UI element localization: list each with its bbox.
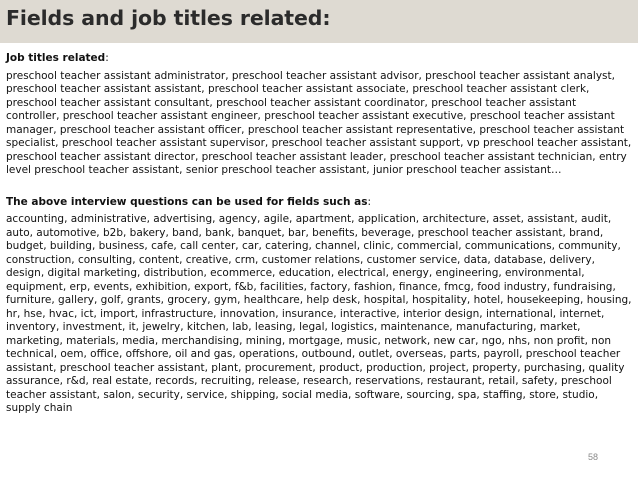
fields-heading-line — [6, 196, 632, 210]
job-titles-colon: : — [105, 52, 109, 64]
page-number: 58 — [588, 452, 599, 462]
fields-text: accounting, administrative, advertising, agency, agile, apartment, application, architecture, asset, assistant, audit, auto, automotive, b2b, bakery, band, bank, banquet, bar, benefits, beverage, preschool teacher assistant, brand, budget, building, business, cafe, call center, car, catering, channel, clinic, commercial, communications, community, construction, consulting, content, creative, crm, customer relations, customer service, data, database, delivery, design, digital marketing, distribution, ecommerce, education, electrical, energy, engineering, environmental, equipment, erp, events, exhibition, export, f&b, facilities, factory, fashion, finance, fmcg, food industry, fundraising, furniture, gallery, golf, grants, grocery, gym, healthcare, help desk, hospital, hospitality, hotel, housekeeping, housing, hr, hse, hvac, ict, import, infrastructure, innovation, insurance, interactive, interior design, international, internet, inventory, investment, it, jewelry, kitchen, lab, leasing, legal, logistics, maintenance, manufacturing, market, marketing, materials, media, merchandising, mining, mortgage, music, network, new car, ngo, nhs, non profit, non technical, oem, office, offshore, oil and gas, operations, outbound, outlet, overseas, parts, payroll, preschool teacher assistant, preschool teacher assistant, plant, procurement, product, production, project, property, purchasing, quality assurance, r&d, real estate, records, recruiting, release, research, reservations, restaurant, retail, safety, preschool teacher assistant, salon, security, service, shipping, social media, software, sourcing, spa, staffing, store, studio, supply chain — [6, 213, 632, 414]
job-titles-text: preschool teacher assistant administrator, preschool teacher assistant advisor, preschool teacher assistant analyst, preschool teacher assistant assistant, preschool teacher assistant associate, preschool teacher assistant clerk, preschool teacher assistant consultant, preschool teacher assistant coordinator, preschool teacher assistant controller, preschool teacher assistant engineer, preschool teacher assistant executive, preschool teacher assistant manager, preschool teacher assistant officer, preschool teacher assistant representative, preschool teacher assistant specialist, preschool teacher assistant supervisor, preschool teacher assistant support, vp preschool teacher assistant, preschool teacher assistant director, preschool teacher assistant leader, preschool teacher assistant technician, entry level preschool teacher assistant, senior preschool teacher assistant, junior preschool teacher assistant… — [6, 69, 632, 176]
title-bar — [0, 0, 638, 43]
slide-title: Fields and job titles related: — [6, 6, 331, 30]
job-titles-heading-line — [6, 52, 632, 66]
fields-heading: The above interview questions can be used for fields such as — [6, 195, 368, 208]
job-titles-heading: Job titles related — [6, 52, 106, 64]
fields-colon: : — [367, 195, 371, 208]
slide-content — [6, 52, 632, 416]
